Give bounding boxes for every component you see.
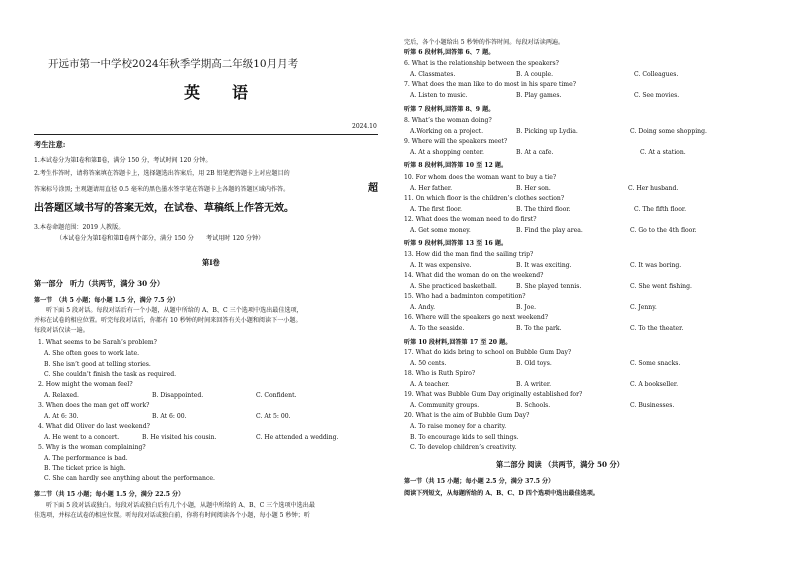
option: A. Her father. <box>410 185 453 192</box>
option: C. It was boring. <box>630 262 682 269</box>
segment-heading: 听第 10 段材料,回答第 17 至 20 题。 <box>404 339 512 346</box>
option: A. Relaxed. <box>44 392 79 399</box>
option: A. To raise money for a charity. <box>410 423 507 430</box>
option: B. At a cafe. <box>516 149 554 156</box>
section-intro: 听下面 5 段对话。每段对话后有一个小题，从题中所给的 A、B、C 三个选项中选出最佳选项， <box>46 307 303 314</box>
section-intro: 佳选项，并标在试卷的相应位置。听每段对话或独白前，你将有时间阅读各个小题，每小题 5 秒钟；听 <box>34 512 310 519</box>
option: C. To develop children’s creativity. <box>410 444 517 451</box>
question: 8. What’s the woman doing? <box>404 117 492 124</box>
option: B. She isn’t good at telling stories. <box>44 361 151 368</box>
option: B. He visited his cousin. <box>142 434 217 441</box>
notice-heading: 考生注意: <box>34 140 66 149</box>
option: C. Her husband. <box>628 185 679 192</box>
exam-title: 开远市第一中学校2024年秋季学期高二年级10月月考 <box>48 58 299 70</box>
volume-heading: 第Ⅰ卷 <box>202 258 220 267</box>
option: A.Working on a project. <box>410 128 484 135</box>
option: C. Colleagues. <box>634 71 679 78</box>
question: 3. When does the man get off work? <box>38 402 150 409</box>
question: 9. Where will the speakers meet? <box>404 138 508 145</box>
section-heading: 第一节（共 15 小题；每小题 2.5 分，满分 37.5 分） <box>404 478 555 485</box>
option: C. He attended a wedding. <box>256 434 339 441</box>
question: 16. Where will the speakers go next weekend? <box>404 314 549 321</box>
question: 20. What is the aim of Bubble Gum Day? <box>404 412 530 419</box>
segment-heading: 听第 6 段材料,回答第 6、7 题。 <box>404 49 495 56</box>
option: B. To encourage kids to sell things. <box>410 434 519 441</box>
option: C. Some snacks. <box>630 360 681 367</box>
option: B. Schools. <box>516 402 551 409</box>
notice-line: 2.考生作答时，请将答案填在答题卡上，选择题选出答案后，用 2B 铅笔把答题卡上对应题目的 <box>34 170 290 177</box>
option: A. She practiced basketball. <box>410 283 497 290</box>
notice-line: （本试卷分为第Ⅰ卷和第Ⅱ卷两个部分，满分 150 分 考试用时 120 分钟） <box>56 235 265 242</box>
section-intro: 听下面 5 段对话或独白。每段对话或独白后有几个小题，从题中所给的 A、B、C 三个选项中选出最 <box>46 502 315 509</box>
notice-emphasis: 超 <box>368 183 378 194</box>
option: B. Picking up Lydia. <box>516 128 578 135</box>
section-heading: 第一节 （共 5 小题；每小题 1.5 分，满分 7.5 分） <box>34 297 179 304</box>
option: C. Businesses. <box>630 402 675 409</box>
option: B. A couple. <box>516 71 554 78</box>
option: B. Play games. <box>516 92 562 99</box>
option: C. Doing some shopping. <box>630 128 707 135</box>
header-divider <box>34 134 378 135</box>
option: A. Get some money. <box>410 227 471 234</box>
question: 13. How did the man find the sailing trip? <box>404 251 534 258</box>
section-heading: 第二节（共 15 小题；每小题 1.5 分，满分 22.5 分） <box>34 491 185 498</box>
option: C. Go to the 4th floor. <box>630 227 697 234</box>
part-heading: 第二部分 阅读 （共两节，满分 50 分） <box>496 460 624 469</box>
option: A. It was expensive. <box>410 262 472 269</box>
section-instruction: 阅读下列短文，从每题所给的 A、B、C、D 四个选项中选出最佳选项。 <box>404 490 599 497</box>
notice-line: 1.本试卷分为第Ⅰ卷和第Ⅱ卷，满分 150 分，考试时间 120 分钟。 <box>34 157 212 164</box>
option: B. At 6: 00. <box>152 413 187 420</box>
notice-emphasis: 出答题区域书写的答案无效，在试卷、草稿纸上作答无效。 <box>34 203 294 214</box>
option: A. Listen to music. <box>410 92 468 99</box>
question: 5. Why is the woman complaining? <box>38 444 146 451</box>
option: A. She often goes to work late. <box>44 350 140 357</box>
option: C. She went fishing. <box>630 283 692 290</box>
option: B. Joe. <box>516 304 537 311</box>
option: A. The first floor. <box>410 206 462 213</box>
option: C. She can hardly see anything about the performance. <box>44 475 215 482</box>
option: B. Disappointed. <box>152 392 204 399</box>
question: 2. How might the woman feel? <box>38 381 133 388</box>
option: B. She played tennis. <box>516 283 582 290</box>
segment-heading: 听第 9 段材料,回答第 13 至 16 题。 <box>404 240 508 247</box>
option: B. The ticket price is high. <box>44 465 126 472</box>
option: C. A bookseller. <box>630 381 679 388</box>
option: A. 50 cents. <box>410 360 447 367</box>
option: C. The fifth floor. <box>634 206 687 213</box>
question: 7. What does the man like to do most in his spare time? <box>404 81 576 88</box>
segment-heading: 听第 8 段材料,回答第 10 至 12 题。 <box>404 162 508 169</box>
option: A. Andy. <box>410 304 436 311</box>
notice-line: 3.本卷命题范围：2019 人教版。 <box>34 224 125 231</box>
option: B. Her son. <box>516 185 551 192</box>
option: A. At 6: 30. <box>44 413 79 420</box>
option: B. A writer. <box>516 381 552 388</box>
exam-date: 2024.10 <box>352 123 377 130</box>
section-intro: 每段对话仅读一遍。 <box>34 327 89 334</box>
question: 15. Who had a badminton competition? <box>404 293 526 300</box>
part-heading: 第一部分 听力（共两节，满分 30 分） <box>34 279 165 288</box>
question: 18. Who is Ruth Spiro? <box>404 370 476 377</box>
notice-line: 答案标号涂黑; 主观题请用直径 0.5 毫米的黑色墨水签字笔在答题卡上各题的答题区域内作答。 <box>34 186 290 193</box>
question: 10. For whom does the woman want to buy a tie? <box>404 174 557 181</box>
option: A. A teacher. <box>410 381 450 388</box>
question: 4. What did Oliver do last weekend? <box>38 423 150 430</box>
option: C. See movies. <box>634 92 680 99</box>
option: C. Jenny. <box>630 304 657 311</box>
question: 14. What did the woman do on the weekend? <box>404 272 544 279</box>
question: 11. On which floor is the children’s clothes section? <box>404 195 565 202</box>
option: B. The third floor. <box>516 206 571 213</box>
option: B. To the park. <box>516 325 562 332</box>
section-intro: 完后，各个小题给出 5 秒钟的作答时间。每段对话读两遍。 <box>404 39 565 46</box>
option: C. She couldn’t finish the task as required. <box>44 371 177 378</box>
option: A. At a shopping center. <box>410 149 484 156</box>
option: A. Community groups. <box>410 402 480 409</box>
option: A. Classmates. <box>410 71 456 78</box>
option: A. The performance is bad. <box>44 455 128 462</box>
segment-heading: 听第 7 段材料,回答第 8、9 题。 <box>404 106 495 113</box>
option: C. To the theater. <box>630 325 684 332</box>
question: 1. What seems to be Sarah’s problem? <box>38 339 157 346</box>
option: A. To the seaside. <box>410 325 465 332</box>
question: 17. What do kids bring to school on Bubble Gum Day? <box>404 349 572 356</box>
option: B. Find the play area. <box>516 227 583 234</box>
question: 12. What does the woman need to do first? <box>404 216 537 223</box>
question: 19. What was Bubble Gum Day originally established for? <box>404 391 583 398</box>
option: C. Confident. <box>256 392 297 399</box>
section-intro: 并标在试卷的相应位置。听完每段对话后，你都有 10 秒钟的时间来回答有关小题和阅读下一小题。 <box>34 317 302 324</box>
option: A. He went to a concert. <box>44 434 120 441</box>
option: B. It was exciting. <box>516 262 572 269</box>
option: B. Old toys. <box>516 360 552 367</box>
option: C. At a station. <box>640 149 686 156</box>
subject-title: 英 语 <box>184 83 257 102</box>
question: 6. What is the relationship between the speakers? <box>404 60 559 67</box>
option: C. At 5: 00. <box>256 413 291 420</box>
